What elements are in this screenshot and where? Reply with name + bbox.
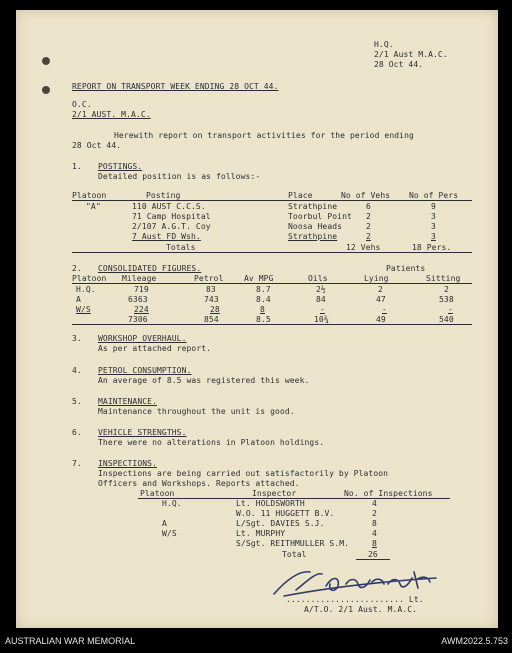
section-text: As per attached report. [98, 344, 212, 353]
total-value: 26 [368, 550, 378, 559]
table-cell: 7 Aust FD Wsh. [132, 232, 201, 241]
addressee-line1: O.C. [72, 100, 92, 109]
table-cell: - [320, 305, 325, 314]
table-cell: 2 [378, 285, 383, 294]
table-cell: H.Q. [162, 499, 182, 508]
col-header-avmpg: Av MPG [244, 274, 274, 283]
table-cell: 8 [372, 539, 377, 548]
table-cell: 3 [431, 222, 436, 231]
section-text: Detailed position is as follows:- [98, 172, 261, 181]
col-header-lying: Lying [364, 274, 389, 283]
table-cell: 2½ [316, 285, 326, 294]
table-cell: 8 [260, 305, 265, 314]
table-cell: 8.4 [256, 295, 271, 304]
table-cell: 224 [134, 305, 149, 314]
table-cell: 6 [366, 202, 371, 211]
table-cell: 47 [376, 295, 386, 304]
table-cell: 84 [316, 295, 326, 304]
signature-line: ........................ Lt. [286, 595, 424, 604]
section-number: 7. [72, 459, 82, 468]
table-rule [72, 200, 472, 201]
document-page [16, 10, 498, 628]
table-cell: 71 Camp Hospital [132, 212, 211, 221]
table-cell: 3 [431, 232, 436, 241]
signature-title: A/T.O. 2/1 Aust. M.A.C. [304, 605, 418, 614]
intro-line1: Herewith report on transport activities for the period ending [114, 131, 414, 140]
table-cell: 4 [372, 529, 377, 538]
section-text: There were no alterations in Platoon holdings. [98, 438, 325, 447]
header-hq: H.Q. [374, 40, 394, 49]
punch-hole [42, 86, 50, 94]
table-cell: Strathpine [288, 232, 338, 241]
table-rule [72, 283, 472, 284]
table-cell: 743 [204, 295, 219, 304]
table-cell: 8 [372, 519, 377, 528]
totals-cell: 7306 [128, 315, 148, 324]
totals-pers: 18 Pers. [412, 243, 452, 252]
table-rule [72, 252, 472, 253]
col-header-sitting: Sitting [426, 274, 461, 283]
table-cell: W/S [76, 305, 91, 314]
total-label: Total [282, 550, 307, 559]
table-cell: W/S [162, 529, 177, 538]
totals-vehs: 12 Vehs [346, 243, 381, 252]
totals-cell: 10¾ [314, 315, 329, 324]
footer-bar [0, 628, 512, 653]
col-header-vehs: No of Vehs [341, 191, 391, 200]
col-header-platoon: Platoon [72, 274, 107, 283]
section-number: 4. [72, 366, 82, 375]
totals-label: Totals [166, 243, 196, 252]
table-cell: 2 [444, 285, 449, 294]
section-heading: POSTINGS. [98, 162, 143, 171]
table-cell: 9 [431, 202, 436, 211]
patients-label: Patients [386, 264, 426, 273]
col-header-platoon: Platoon [140, 489, 175, 498]
table-cell: Lt. MURPHY [236, 529, 286, 538]
totals-cell: 540 [439, 315, 454, 324]
section-text: An average of 8.5 was registered this week. [98, 376, 310, 385]
section-number: 5. [72, 397, 82, 406]
table-cell: 4 [372, 499, 377, 508]
table-cell: 83 [206, 285, 216, 294]
footer-right: AWM2022.5.753 [441, 636, 508, 646]
report-title: REPORT ON TRANSPORT WEEK ENDING 28 OCT 44. [72, 82, 279, 91]
table-cell: 110 AUST C.C.S. [132, 202, 206, 211]
table-cell: W.O. 11 HUGGETT B.V. [236, 509, 335, 518]
table-cell: A [162, 519, 167, 528]
addressee-line2: 2/1 AUST. M.A.C. [72, 110, 151, 119]
table-cell: 8.7 [256, 285, 271, 294]
table-cell: - [448, 305, 453, 314]
table-cell: 2 [366, 222, 371, 231]
col-header-inspector: Inspector [252, 489, 297, 498]
section-heading: VEHICLE STRENGTHS. [98, 428, 187, 437]
section-text: Inspections are being carried out satisfactorily by Platoon [98, 469, 389, 478]
totals-cell: 8.5 [256, 315, 271, 324]
section-text: Maintenance throughout the unit is good. [98, 407, 295, 416]
section-heading: WORKSHOP OVERHAUL. [98, 334, 187, 343]
col-header-oils: Oils [308, 274, 328, 283]
section-heading: CONSOLIDATED FIGURES. [98, 264, 202, 273]
section-heading: INSPECTIONS. [98, 459, 157, 468]
col-header-pers: No of Pers [409, 191, 459, 200]
table-cell: - [382, 305, 387, 314]
table-cell: S/Sgt. REITHMULLER S.M. [236, 539, 350, 548]
section-number: 1. [72, 162, 82, 171]
header-unit: 2/1 Aust M.A.C. [374, 50, 448, 59]
table-cell: 2/107 A.G.T. Coy [132, 222, 211, 231]
table-cell: "A" [86, 202, 101, 211]
table-cell: L/Sgt. DAVIES S.J. [236, 519, 325, 528]
table-cell: Toorbul Point [288, 212, 352, 221]
table-cell: 2 [366, 212, 371, 221]
col-header-place: Place [288, 191, 313, 200]
header-date: 28 Oct 44. [374, 60, 424, 69]
section-number: 6. [72, 428, 82, 437]
totals-cell: 49 [376, 315, 386, 324]
table-rule [356, 559, 390, 560]
col-header-inspections: No. of Inspections [344, 489, 433, 498]
section-heading: MAINTENANCE. [98, 397, 157, 406]
table-cell: H.Q. [76, 285, 96, 294]
table-cell: 6363 [128, 295, 148, 304]
col-header-posting: Posting [146, 191, 181, 200]
totals-cell: 854 [204, 315, 219, 324]
table-cell: 2 [372, 509, 377, 518]
table-cell: 28 [210, 305, 220, 314]
table-cell: Noosa Heads [288, 222, 343, 231]
section-number: 2. [72, 264, 82, 273]
col-header-mileage: Mileage [122, 274, 157, 283]
table-cell: 719 [134, 285, 149, 294]
section-number: 3. [72, 334, 82, 343]
table-cell: 2 [366, 232, 371, 241]
col-header-petrol: Petrol [194, 274, 224, 283]
table-cell: A [76, 295, 81, 304]
punch-hole [42, 57, 50, 65]
table-cell: Strathpine [288, 202, 338, 211]
intro-line2: 28 Oct 44. [72, 141, 122, 150]
table-cell: 538 [439, 295, 454, 304]
section-heading: PETROL CONSUMPTION. [98, 366, 192, 375]
table-cell: Lt. HOLDSWORTH [236, 499, 305, 508]
table-cell: 3 [431, 212, 436, 221]
table-rule [72, 324, 472, 325]
footer-left: AUSTRALIAN WAR MEMORIAL [5, 636, 136, 646]
col-header-platoon: Platoon [72, 191, 107, 200]
section-text: Officers and Workshops. Reports attached. [98, 479, 300, 488]
